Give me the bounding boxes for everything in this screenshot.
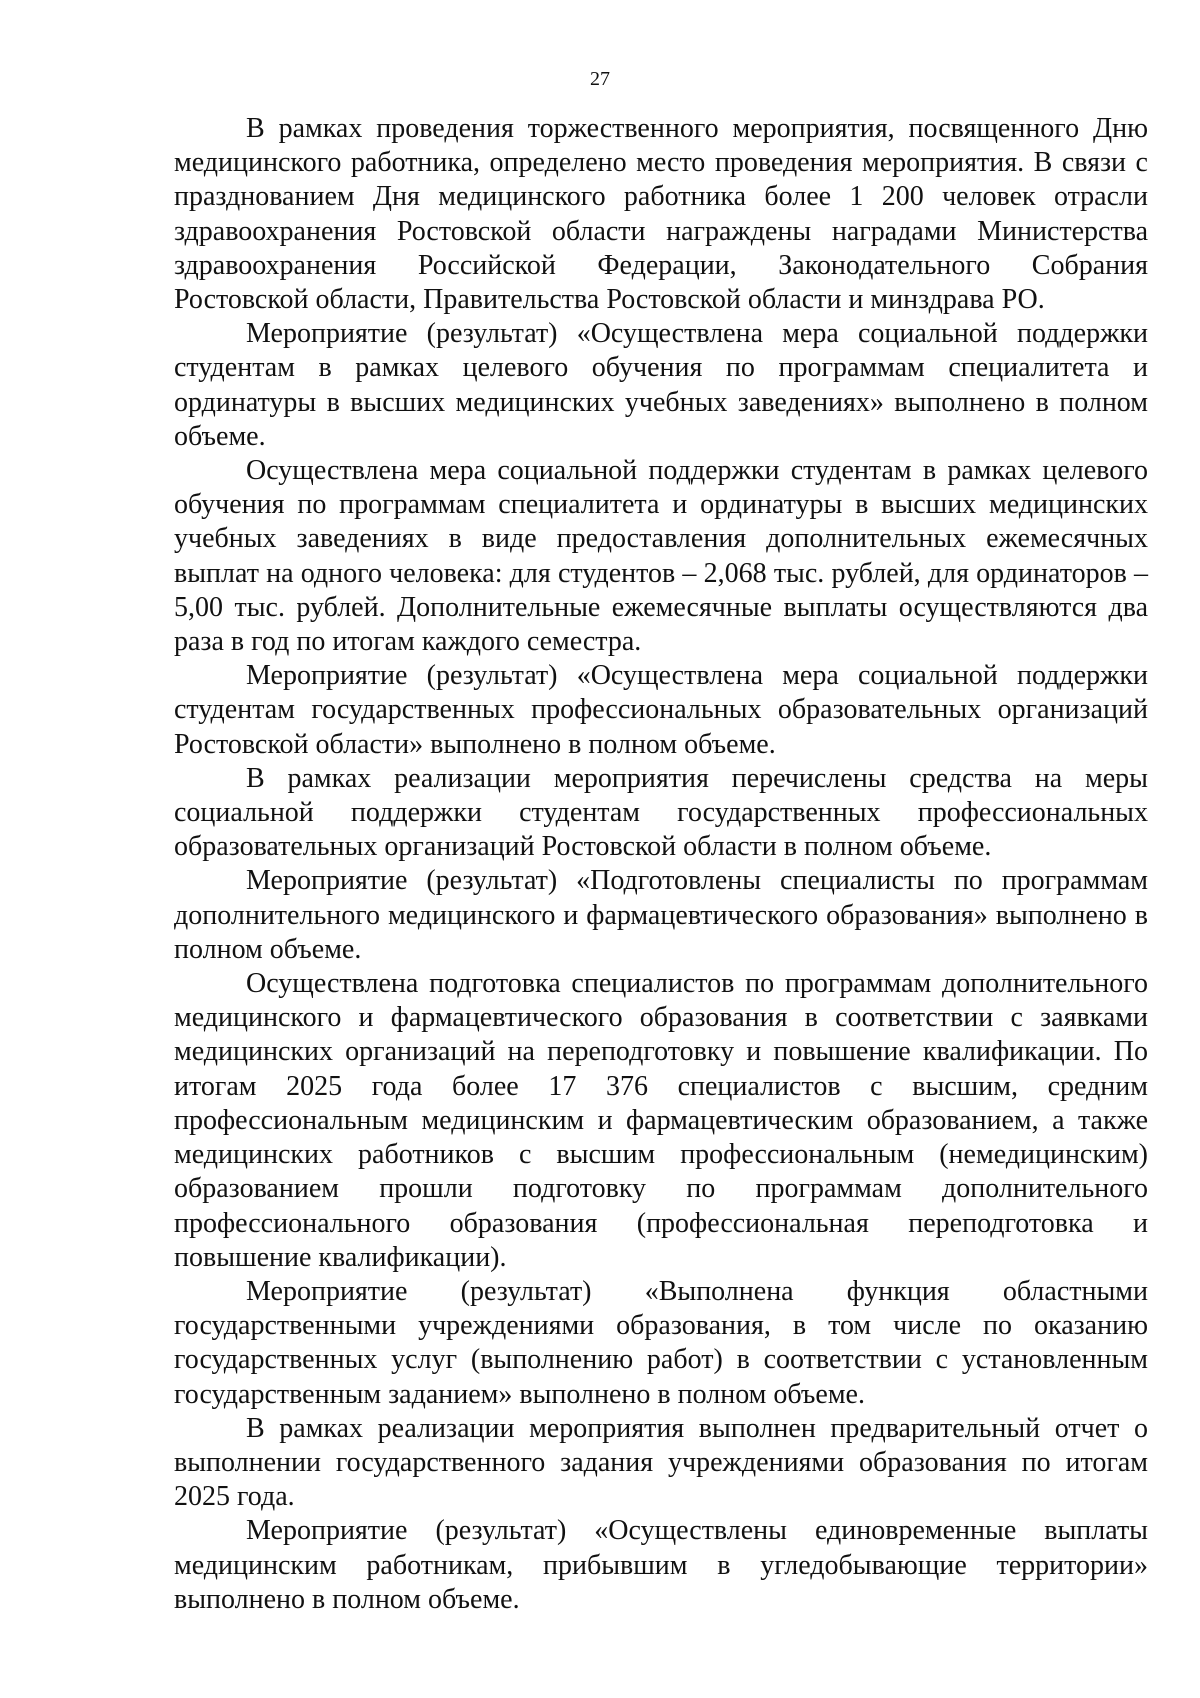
paragraph-5: В рамках реализации мероприятия перечислены средства на меры социальной поддержки студентам государственных профессиональных образовательных организаций Ростовской области в полном объеме. [174,762,1148,863]
paragraph-10: Мероприятие (результат) «Осуществлены единовременные выплаты медицинским работникам, прибывшим в угледобывающие территории» выполнено в полном объеме. [174,1515,1148,1615]
paragraph-7: Осуществлена подготовка специалистов по программам дополнительного медицинского и фармацевтического образования в соответствии с заявками медицинских организаций на переподготовку и повышение квалификации. По итогам 2025 года более 17 376 специалистов с высшим, средним профессиональным медицинским и фармацевтическим образованием, а также медицинских работников с высшим профессиональным (немедицинским) образованием прошли подготовку по программам дополнительного профессионального образования (профессиональная переподготовка и повышение квалификации). [174,968,1148,1273]
paragraph-9: В рамках реализации мероприятия выполнен предварительный отчет о выполнении государственного задания учреждениями образования по итогам 2025 года. [174,1412,1148,1513]
paragraph-8: Мероприятие (результат) «Выполнена функция областными государственными учреждениями образования, в том числе по оказанию государственных услуг (выполнению работ) в соответствии с установленным государственным заданием» выполнено в полном объеме. [174,1275,1148,1410]
paragraph-3: Осуществлена мера социальной поддержки студентам в рамках целевого обучения по программам специалитета и ординатуры в высших медицинских учебных заведениях в виде предоставления дополнительных ежемесячных выплат на одного человека: для студентов – 2,068 тыс. рублей, для ординаторов – 5,00 тыс. рублей. Дополнительные ежемесячные выплаты осуществляются два раза в год по итогам каждого семестра. [174,455,1148,658]
page-number: 27 [590,68,610,90]
paragraph-6: Мероприятие (результат) «Подготовлены специалисты по программам дополнительного медицинского и фармацевтического образования» выполнено в полном объеме. [174,865,1148,965]
paragraph-1: В рамках проведения торжественного мероприятия, посвященного Дню медицинского работника, определено место проведения мероприятия. В связи с празднованием Дня медицинского работника более 1 200 человек отрасли здравоохранения Ростовской области награждены наградами Министерства здравоохранения Российской Федерации, Законодательного Собрания Ростовской области, Правительства Ростовской области и минздрава РО. [174,113,1148,316]
paragraph-4: Мероприятие (результат) «Осуществлена мера социальной поддержки студентам государственных профессиональных образовательных организаций Ростовской области» выполнено в полном объеме. [174,660,1148,760]
paragraph-2: Мероприятие (результат) «Осуществлена мера социальной поддержки студентам в рамках целевого обучения по программам специалитета и ординатуры в высших медицинских учебных заведениях» выполнено в полном объеме. [174,318,1148,452]
document-body [174,112,1148,1617]
